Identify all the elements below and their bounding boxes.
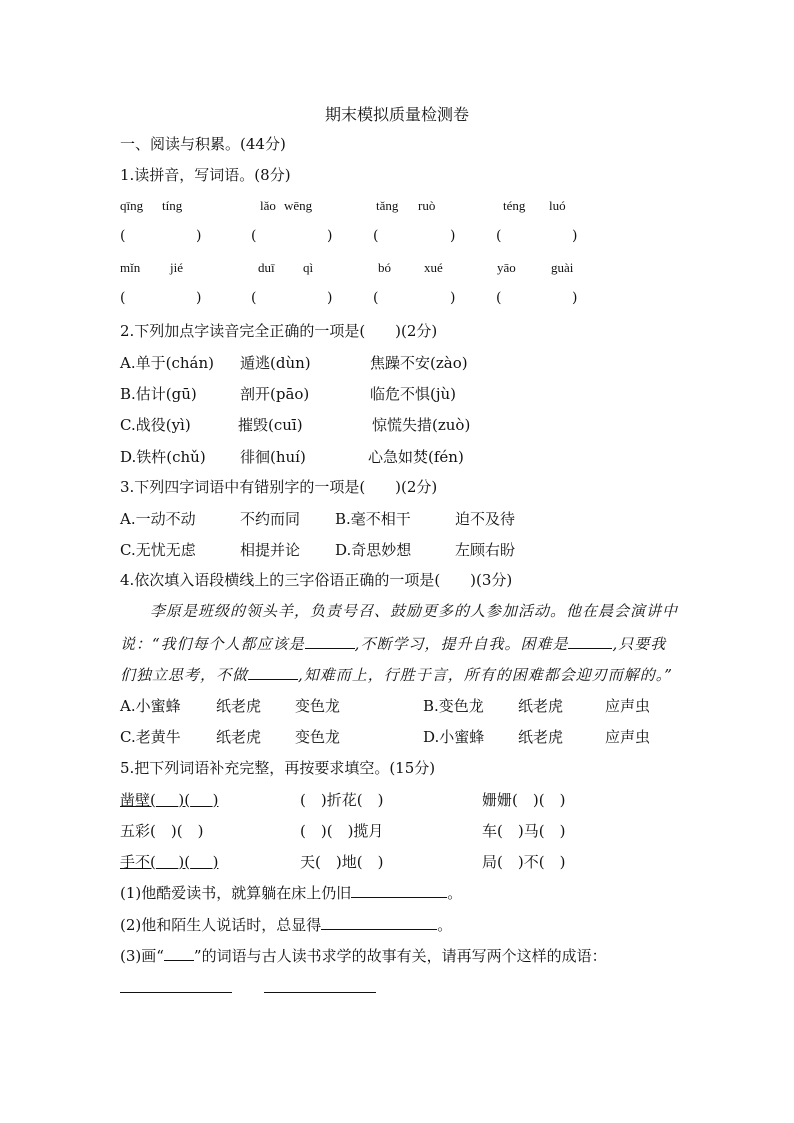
idiom: 天( )地( ) — [300, 853, 384, 871]
option-word: 纸老虎 — [518, 697, 564, 715]
pinyin: ruò — [418, 198, 436, 213]
passage-blank[interactable] — [305, 633, 355, 649]
pinyin: tíng — [162, 198, 183, 213]
pinyin: qì — [303, 260, 314, 275]
answer-close: ) — [450, 228, 456, 244]
option-word: 惊慌失措(zuò) — [372, 416, 471, 434]
pinyin: xué — [424, 260, 443, 275]
option-word: 纸老虎 — [216, 728, 262, 746]
answer-open: ( — [120, 228, 126, 244]
pinyin: lǎo — [260, 198, 276, 213]
q3-title: 3.下列四字词语中有错别字的一项是( )(2分) — [120, 478, 438, 496]
answer-close: ) — [327, 290, 333, 306]
q1-title: 1.读拼音，写词语。(8分) — [120, 166, 291, 184]
q5-sentence-1: (1)他酷爱读书，就算躺在床上仍旧 。 — [120, 884, 463, 902]
passage-line — [120, 633, 666, 654]
passage-line — [120, 664, 673, 685]
answer-open: ( — [120, 290, 126, 306]
pinyin: guài — [551, 260, 574, 275]
option-word: C.无忧无虑 — [120, 541, 196, 559]
answer-blank[interactable] — [351, 882, 447, 898]
idiom: ( )( )揽月 — [300, 822, 384, 840]
pinyin: wēng — [284, 198, 313, 213]
q2-title: 2.下列加点字读音完全正确的一项是( )(2分) — [120, 322, 438, 340]
option-word: 徘徊(huí) — [240, 448, 306, 466]
section-heading: 一、阅读与积累。(44分) — [120, 135, 286, 153]
option-word: 不约而同 — [240, 510, 301, 528]
option-word: B.变色龙 — [423, 697, 484, 715]
option-word: C.老黄牛 — [120, 728, 181, 746]
option-word: 左顾右盼 — [455, 541, 516, 559]
pinyin: jié — [170, 260, 183, 275]
idiom: 姗姗( )( ) — [482, 791, 566, 809]
passage-text: ,只要我 — [612, 635, 667, 653]
underline-sample — [164, 945, 194, 961]
passage-text: ,不断学习，提升自我。困难是 — [354, 635, 569, 653]
idiom: 五彩( )( ) — [120, 822, 204, 840]
passage-text: 们独立思考，不做 — [120, 666, 249, 684]
option-word: 应声虫 — [605, 697, 651, 715]
idiom-underlined: 凿壁( )( ) — [120, 791, 219, 809]
option-word: 相提并论 — [240, 541, 301, 559]
pinyin: yāo — [497, 260, 516, 275]
option-word: 临危不惧(jù) — [370, 385, 457, 403]
option-word: 变色龙 — [295, 728, 341, 746]
option-word: D.铁杵(chǔ) — [120, 448, 206, 466]
pinyin: luó — [549, 198, 566, 213]
answer-close: ) — [572, 290, 578, 306]
answer-close: ) — [196, 290, 202, 306]
option-word: 焦躁不安(zào) — [370, 354, 468, 372]
answer-close: ) — [572, 228, 578, 244]
answer-open: ( — [496, 290, 502, 306]
q4-title: 4.依次填入语段横线上的三字俗语正确的一项是( )(3分) — [120, 571, 513, 589]
answer-open: ( — [373, 228, 379, 244]
pinyin: duī — [258, 260, 275, 275]
answer-line[interactable] — [120, 992, 232, 993]
option-word: 纸老虎 — [518, 728, 564, 746]
answer-close: ) — [196, 228, 202, 244]
answer-line[interactable] — [264, 992, 376, 993]
q5-sentence-2: (2)他和陌生人说话时，总显得 。 — [120, 916, 453, 934]
passage-blank[interactable] — [568, 633, 612, 649]
answer-open: ( — [251, 228, 257, 244]
idiom: 车( )马( ) — [482, 822, 566, 840]
answer-open: ( — [373, 290, 379, 306]
pinyin: bó — [378, 260, 391, 275]
option-word: 应声虫 — [605, 728, 651, 746]
option-word: 迫不及待 — [455, 510, 516, 528]
option-word: A.一动不动 — [120, 510, 196, 528]
q5-title: 5.把下列词语补充完整，再按要求填空。(15分) — [120, 759, 436, 777]
pinyin: mǐn — [120, 260, 141, 275]
option-word: A.单于(chán) — [120, 354, 214, 372]
pinyin: téng — [503, 198, 526, 213]
pinyin: qīng — [120, 198, 144, 213]
option-word: B.毫不相干 — [335, 510, 411, 528]
answer-close: ) — [450, 290, 456, 306]
passage-line: 李原是班级的领头羊，负责号召、鼓励更多的人参加活动。他在晨会演讲中 — [150, 602, 679, 620]
answer-blank[interactable] — [321, 914, 437, 930]
option-word: D.奇思妙想 — [335, 541, 412, 559]
option-word: 心急如焚(fén) — [368, 448, 464, 466]
answer-open: ( — [251, 290, 257, 306]
answer-open: ( — [496, 228, 502, 244]
q5-sentence-3: (3)画“ ”的词语与古人读书求学的故事有关，请再写两个这样的成语： — [120, 947, 607, 965]
idiom: ( )折花( ) — [300, 791, 384, 809]
option-word: 剖开(pāo) — [240, 385, 310, 403]
option-word: 纸老虎 — [216, 697, 262, 715]
option-word: 变色龙 — [295, 697, 341, 715]
pinyin: tǎng — [376, 198, 399, 213]
idiom: 局( )不( ) — [482, 853, 566, 871]
option-word: 摧毁(cuī) — [238, 416, 303, 434]
passage-text: ,知难而上，行胜于言，所有的困难都会迎刃而解的。” — [298, 666, 673, 684]
page-title: 期末模拟质量检测卷 — [324, 105, 469, 124]
option-word: D.小蜜蜂 — [423, 728, 485, 746]
answer-close: ) — [327, 228, 333, 244]
option-word: A.小蜜蜂 — [120, 697, 181, 715]
idiom-underlined: 手不( )( ) — [120, 853, 219, 871]
option-word: C.战役(yì) — [120, 416, 191, 434]
passage-blank[interactable] — [248, 664, 298, 680]
option-word: 遁逃(dùn) — [240, 354, 311, 372]
passage-text: 说：“我们每个人都应该是 — [120, 635, 305, 653]
option-word: B.估计(gū) — [120, 385, 197, 403]
